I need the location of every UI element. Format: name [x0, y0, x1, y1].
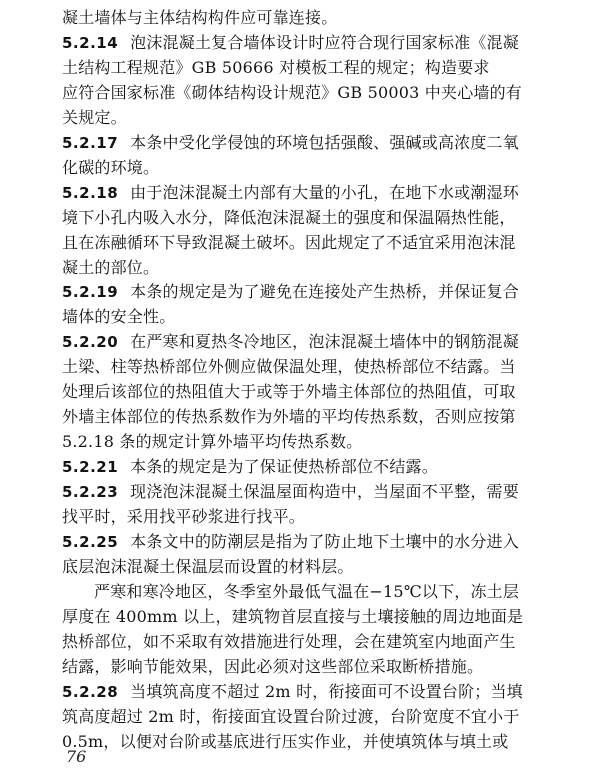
text-line — [62, 4, 540, 32]
text-line — [62, 104, 540, 132]
text-line — [62, 129, 540, 157]
text-line — [62, 453, 540, 481]
text-line — [62, 403, 540, 431]
line-text: 严寒和寒冷地区，冬季室外最低气温在−15℃以下，冻土层 — [94, 581, 520, 601]
line-text: 化碳的环境。 — [62, 157, 160, 177]
line-text: 本条的规定是为了避免在连接处产生热桥，并保证复合 — [130, 282, 519, 302]
line-text: 处理后该部位的热阻值大于或等于外墙主体部位的热阻值，可取 — [62, 382, 516, 402]
text-line — [62, 703, 540, 731]
line-text: 关规定。 — [62, 107, 127, 127]
text-line — [62, 603, 540, 631]
text-line — [62, 79, 540, 107]
line-text: 土结构工程规范》GB 50666 对模板工程的规定；构造要求 — [62, 57, 490, 77]
line-text: 外墙主体部位的传热系数作为外墙的平均传热系数，否则应按第 — [62, 407, 516, 427]
clause-number: 5.2.21 — [62, 458, 119, 477]
text-line — [62, 303, 540, 331]
text-line — [62, 328, 540, 356]
text-line — [62, 29, 540, 57]
line-text: 找平时，采用找平砂浆进行找平。 — [62, 507, 306, 526]
text-line — [62, 353, 540, 381]
clause-number: 5.2.20 — [62, 333, 119, 352]
line-text: 在严寒和夏热冬冷地区，泡沫混凝土墙体中的钢筋混凝 — [130, 332, 519, 352]
line-text: 本条中受化学侵蚀的环境包括强酸、强碱或高浓度二氧 — [130, 132, 519, 152]
text-line — [62, 229, 540, 257]
line-text: 土梁、柱等热桥部位外侧应做保温处理，使热桥部位不结露。当 — [62, 357, 516, 377]
clause-number: 5.2.18 — [62, 183, 119, 202]
line-text: 当填筑高度不超过 2m 时，衔接面可不设置台阶；当填 — [130, 681, 523, 701]
line-text: 5.2.18 条的规定计算外墙平均传热系数。 — [62, 432, 363, 452]
text-line — [62, 578, 572, 606]
line-text: 筑高度超过 2m 时，衔接面宜设置台阶过渡，台阶宽度不宜小于 — [62, 706, 520, 726]
clause-number: 5.2.17 — [62, 133, 119, 152]
text-line — [62, 378, 540, 406]
clause-number: 5.2.28 — [62, 682, 119, 701]
clause-number: 5.2.25 — [62, 532, 119, 551]
text-line — [62, 278, 540, 306]
text-line — [62, 628, 540, 656]
line-text: 厚度在 400mm 以上，建筑物首层直接与土壤接触的周边地面是 — [62, 606, 524, 626]
line-text: 应符合国家标准《砌体结构设计规范》GB 50003 中夹心墙的有 — [62, 82, 523, 102]
line-text: 热桥部位，如不采取有效措施进行处理，会在建筑室内地面产生 — [62, 631, 516, 651]
line-text: 泡沫混凝土复合墙体设计时应符合现行国家标准《混凝 — [130, 32, 519, 52]
clause-number: 5.2.19 — [62, 283, 119, 302]
text-line — [62, 728, 540, 756]
line-text: 现浇泡沫混凝土保温屋面构造中，当屋面不平整，需要 — [130, 482, 519, 502]
line-text: 由于泡沫混凝土内部有大量的小孔，在地下水或潮湿环 — [130, 182, 519, 202]
line-text: 结露，影响节能效果，因此必须对这些部位采取断桥措施。 — [62, 656, 484, 676]
line-text: 且在冻融循环下导致混凝土破坏。因此规定了不适宜采用泡沫混 — [62, 232, 516, 252]
text-line — [62, 553, 540, 581]
text-line — [62, 154, 540, 182]
line-text: 凝土的部位。 — [62, 257, 160, 277]
text-line — [62, 678, 540, 706]
clause-number: 5.2.23 — [62, 483, 119, 502]
line-text: 凝土墙体与主体结构构件应可靠连接。 — [62, 8, 338, 27]
line-text: 墙体的安全性。 — [62, 307, 176, 327]
text-line — [62, 528, 540, 556]
text-line — [62, 478, 540, 506]
page-number: 76 — [66, 747, 87, 766]
line-text: 0.5m，以便对台阶或基底进行压实作业，并使填筑体与填土或 — [62, 731, 509, 751]
line-text: 底层泡沫混凝土保温层而设置的材料层。 — [62, 556, 354, 576]
text-line — [62, 503, 540, 531]
line-text: 本条的规定是为了保证使热桥部位不结露。 — [130, 457, 438, 477]
text-line — [62, 179, 540, 207]
line-text: 本条文中的防潮层是指为了防止地下土壤中的水分进入 — [130, 531, 519, 551]
text-line — [62, 653, 540, 681]
text-line — [62, 254, 540, 282]
text-line — [62, 428, 540, 456]
line-text: 境下小孔内吸入水分，降低泡沫混凝土的强度和保温隔热性能， — [62, 207, 516, 227]
clause-number: 5.2.14 — [62, 33, 119, 52]
text-line — [62, 204, 540, 232]
text-line — [62, 54, 540, 82]
